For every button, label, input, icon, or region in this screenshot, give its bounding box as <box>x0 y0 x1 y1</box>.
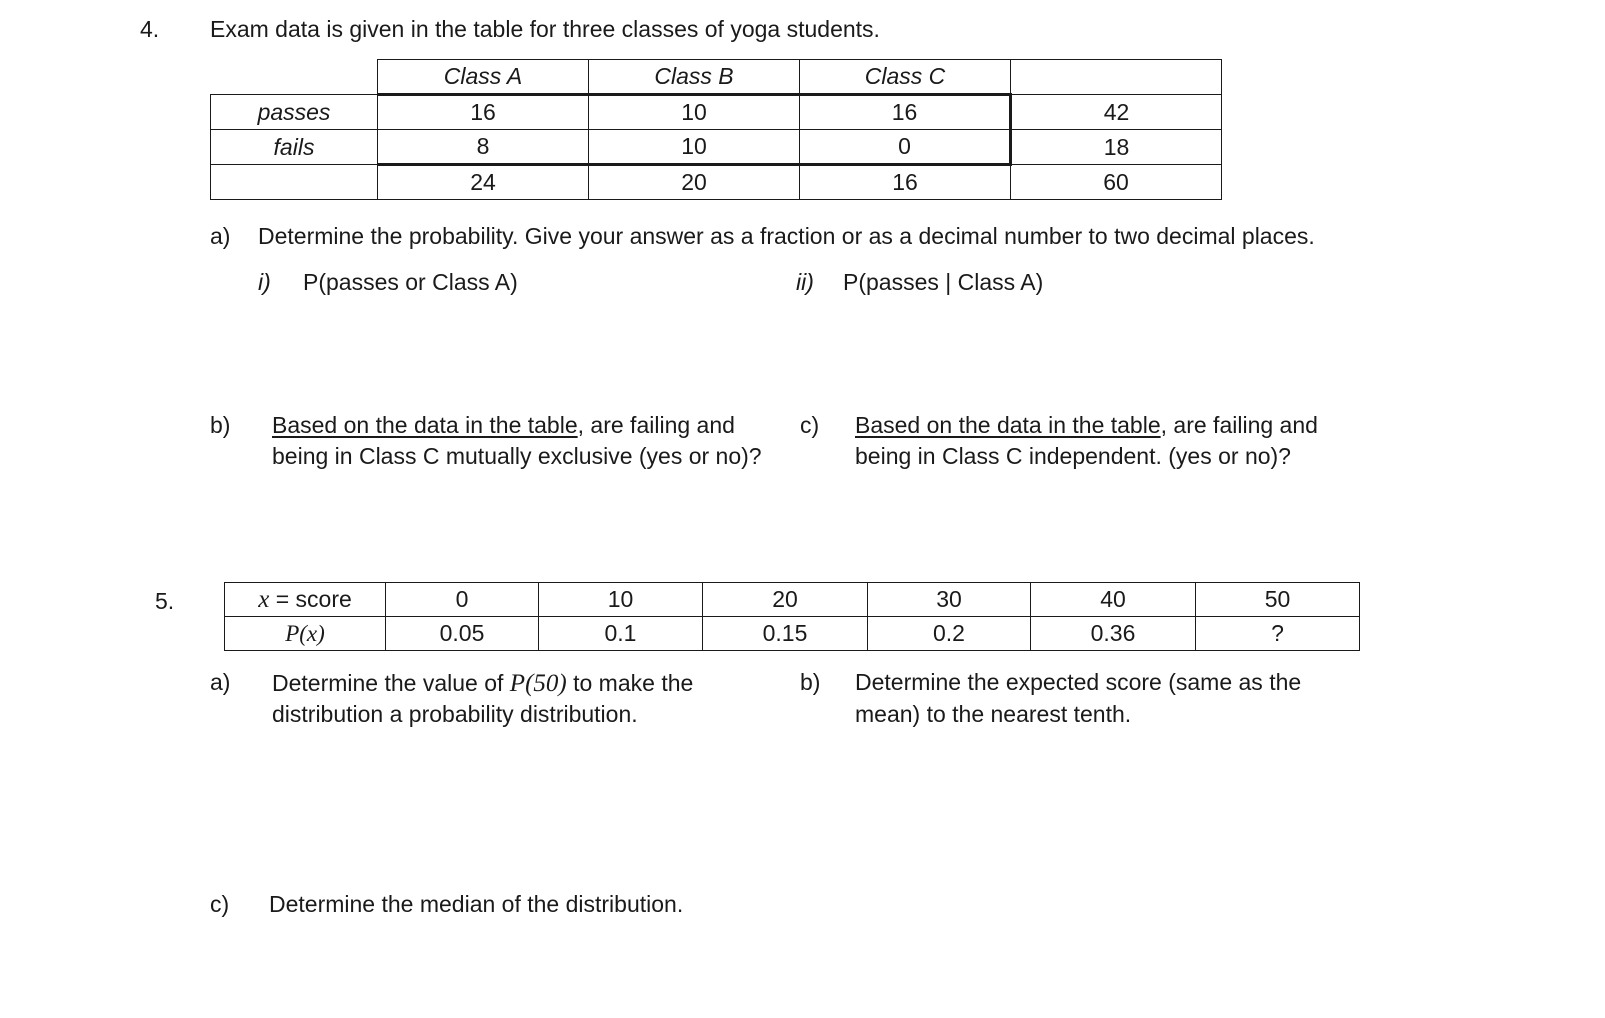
probability-value: 0.36 <box>1031 617 1196 651</box>
probability-value: 0.1 <box>539 617 703 651</box>
part-5a-line2: distribution a probability distribution. <box>272 701 638 727</box>
table-cell: 16 <box>800 165 1011 200</box>
score-value: 0 <box>386 583 539 617</box>
part-4c-line2: being in Class C independent. (yes or no)? <box>855 443 1291 469</box>
table-corner-cell <box>211 60 378 95</box>
table-header-cell: Class A <box>378 60 589 95</box>
table-header-cell: Class B <box>589 60 800 95</box>
part-5a-line1 <box>272 669 693 699</box>
score-value: 40 <box>1031 583 1196 617</box>
x-score-label <box>225 583 386 617</box>
part-5a-pre: Determine the value of <box>272 670 510 696</box>
table-cell: 60 <box>1011 165 1222 200</box>
part-4b-line1 <box>272 412 735 440</box>
part-5b-line1: Determine the expected score (same as the <box>855 669 1302 695</box>
part-5a-letter: a) <box>210 669 231 695</box>
part-4a-i-text: P(passes or Class A) <box>303 269 518 295</box>
table-cell: 18 <box>1011 130 1222 165</box>
part-5c-text: Determine the median of the distribution. <box>269 891 684 917</box>
x-score-text: = score <box>269 586 352 612</box>
part-4b-rest: , are failing and <box>577 412 735 438</box>
part-4a-ii-text: P(passes | Class A) <box>843 269 1044 295</box>
score-value: 30 <box>868 583 1031 617</box>
part-4c-rest: , are failing and <box>1160 412 1318 438</box>
score-row <box>225 583 1360 617</box>
part-4a-letter: a) <box>210 223 231 249</box>
table-header-cell: Class C <box>800 60 1011 95</box>
question-4-number: 4. <box>140 16 160 42</box>
question-5-number: 5. <box>155 588 175 614</box>
table-cell: 10 <box>589 95 800 130</box>
p-of-x-label: P(x) <box>225 617 386 651</box>
part-5a-post: to make the <box>566 670 694 696</box>
score-distribution-table <box>224 582 1360 651</box>
part-4b-underlined: Based on the data in the table <box>272 412 578 438</box>
table-cell: 16 <box>800 95 1011 130</box>
part-5b-letter: b) <box>800 669 821 695</box>
part-5c-letter: c) <box>210 891 230 917</box>
table-cell: 16 <box>378 95 589 130</box>
score-value: 20 <box>703 583 868 617</box>
row-label-fails: fails <box>211 130 378 165</box>
probability-row <box>225 617 1360 651</box>
probability-value: ? <box>1196 617 1360 651</box>
table-cell: 8 <box>378 130 589 165</box>
table-cell: 24 <box>378 165 589 200</box>
part-4c-letter: c) <box>800 412 820 438</box>
part-4a-i-label: i) <box>258 269 271 295</box>
x-variable: x <box>258 586 270 613</box>
table-row <box>211 165 1222 200</box>
table-cell: 20 <box>589 165 800 200</box>
score-value: 10 <box>539 583 703 617</box>
probability-value: 0.05 <box>386 617 539 651</box>
score-value: 50 <box>1196 583 1360 617</box>
yoga-exam-table <box>210 59 1222 200</box>
part-4c-line1 <box>855 412 1318 440</box>
part-4a-ii-label: ii) <box>796 269 814 295</box>
table-cell: 42 <box>1011 95 1222 130</box>
part-4a-text: Determine the probability. Give your answer as a fraction or as a decimal number to two decimal places. <box>258 223 1315 249</box>
row-label-total <box>211 165 378 200</box>
question-4-prompt: Exam data is given in the table for three classes of yoga students. <box>210 16 880 42</box>
part-5b-line2: mean) to the nearest tenth. <box>855 701 1132 727</box>
probability-value: 0.15 <box>703 617 868 651</box>
part-4c-underlined: Based on the data in the table <box>855 412 1161 438</box>
row-label-passes: passes <box>211 95 378 130</box>
part-5a-math: P(50) <box>509 670 567 697</box>
probability-value: 0.2 <box>868 617 1031 651</box>
table-cell: 10 <box>589 130 800 165</box>
part-4b-line2: being in Class C mutually exclusive (yes or no)? <box>272 443 762 469</box>
table-header-cell <box>1011 60 1222 95</box>
part-4b-letter: b) <box>210 412 231 438</box>
table-row <box>211 95 1222 130</box>
table-row <box>211 130 1222 165</box>
table-cell: 0 <box>800 130 1011 165</box>
table-header-row <box>211 60 1222 95</box>
